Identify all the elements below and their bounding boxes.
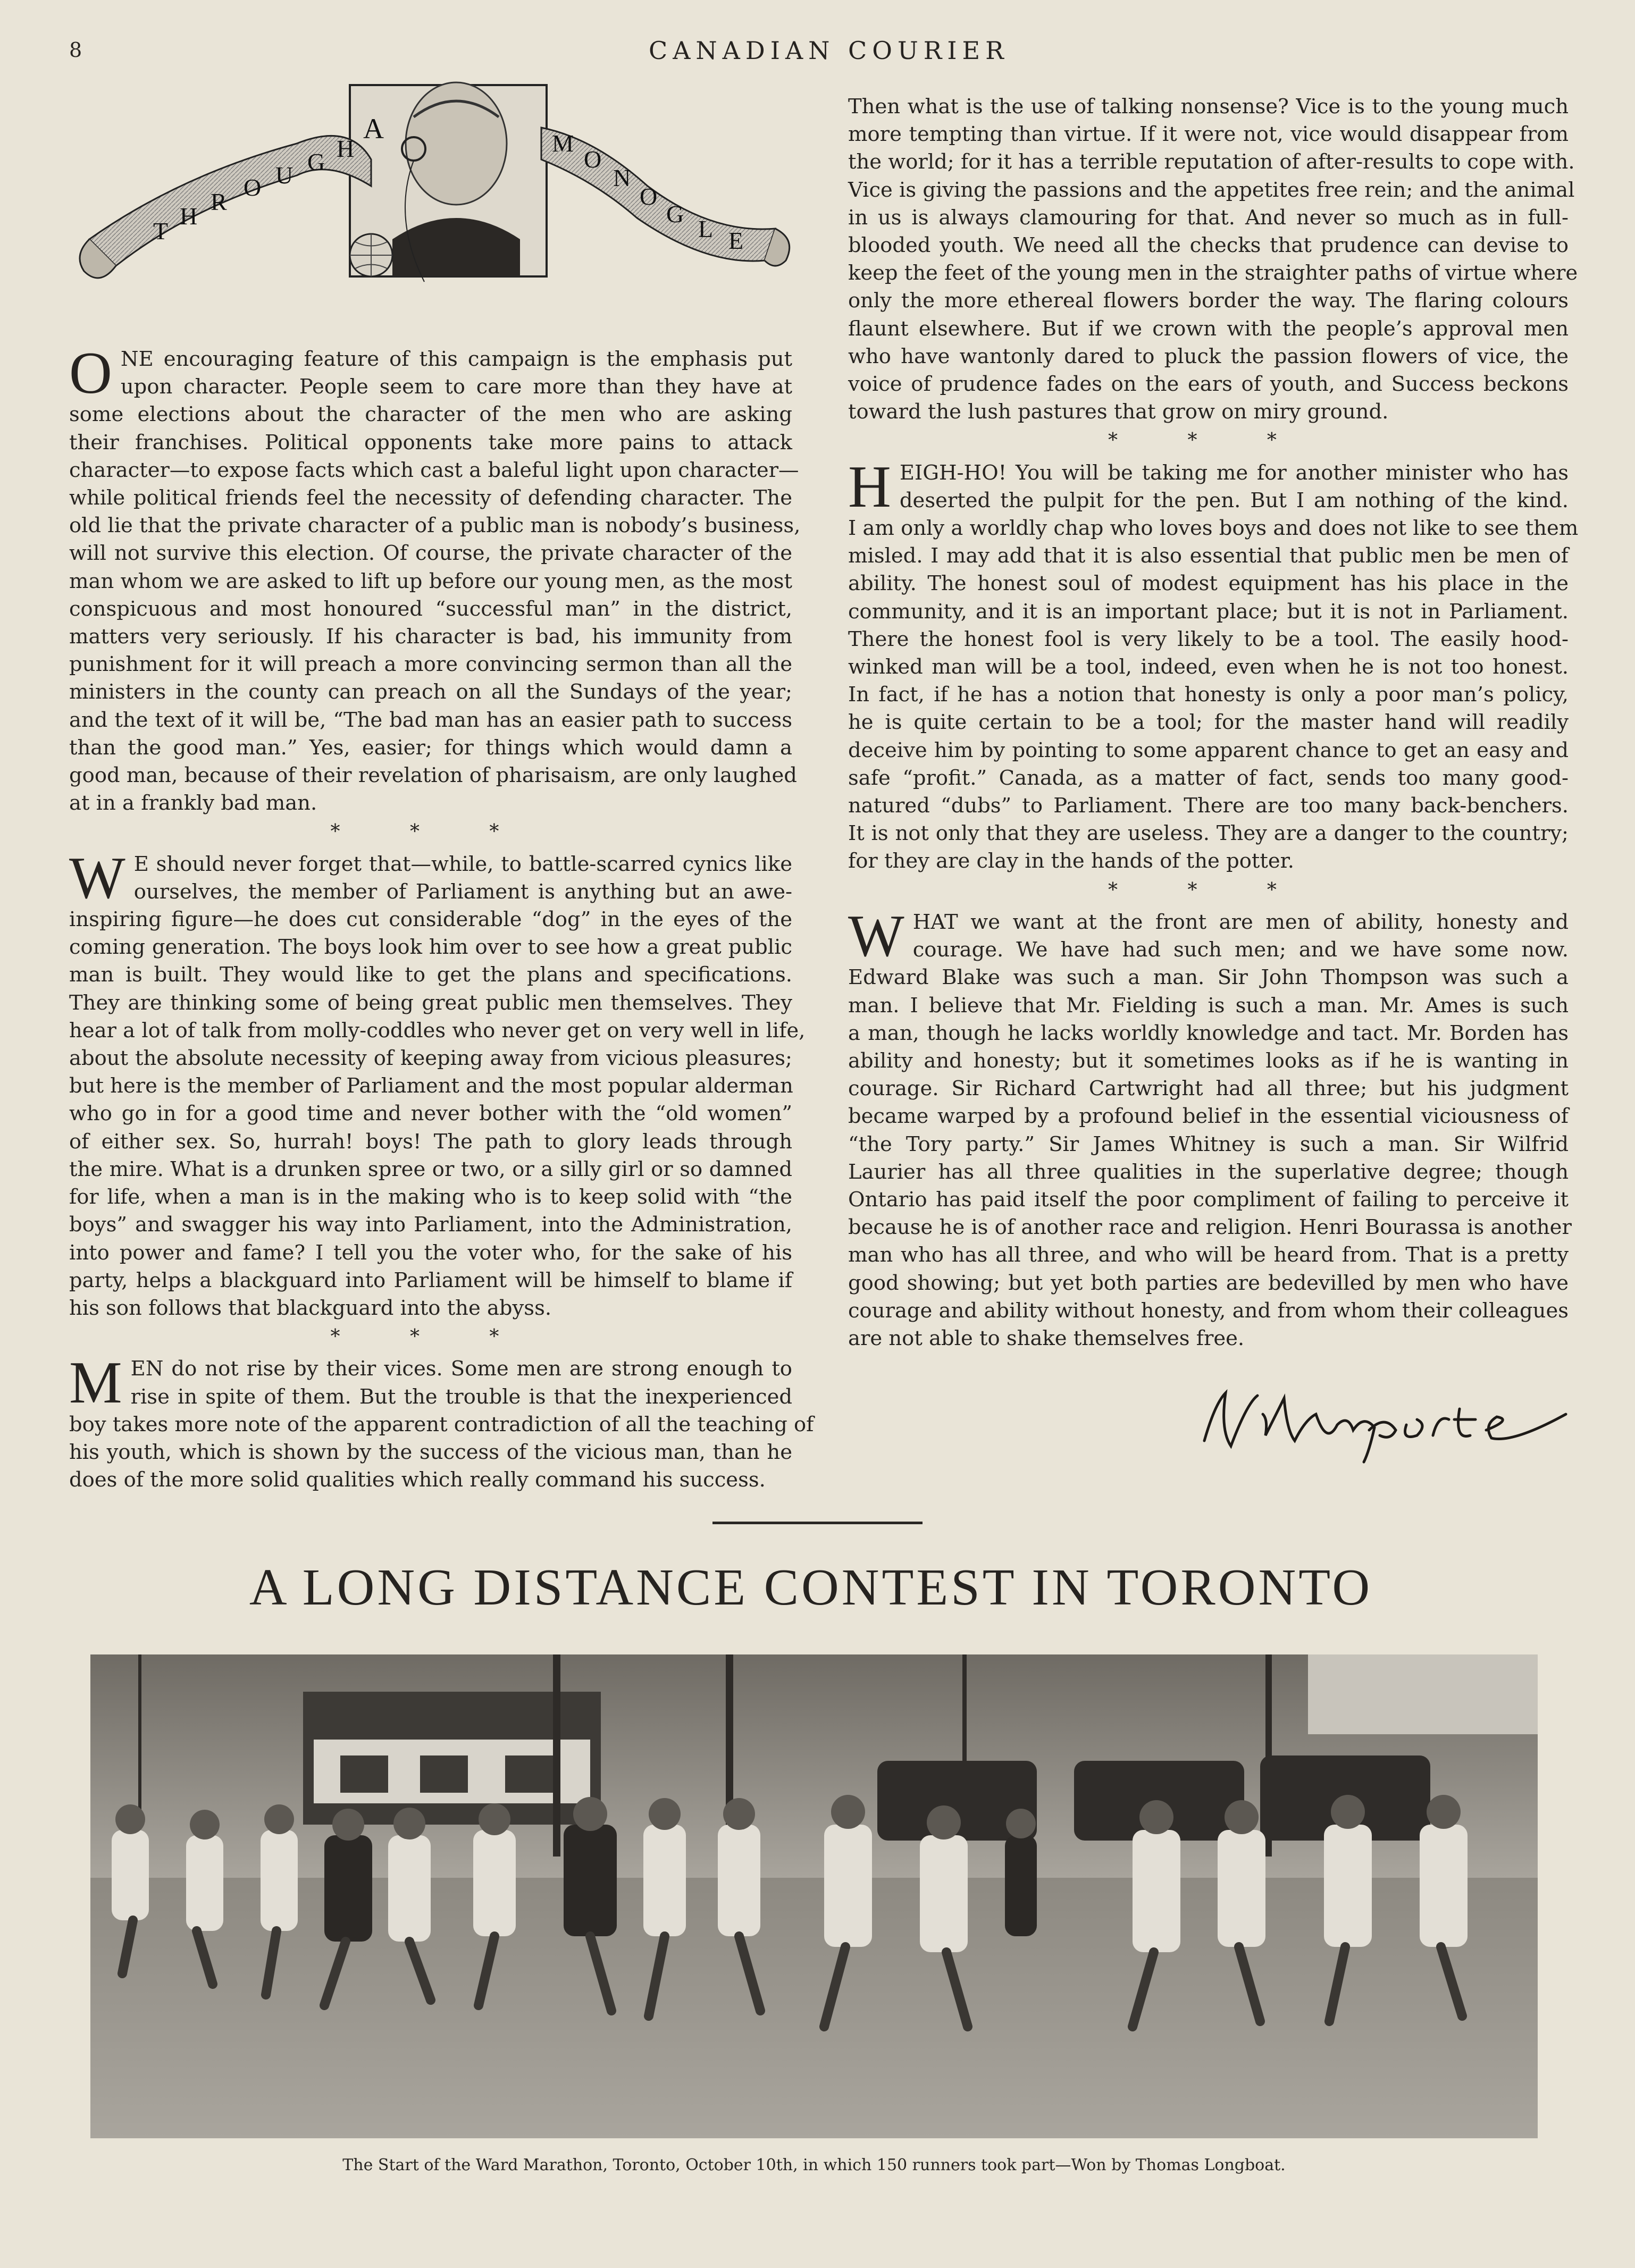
- text-line: Laurier has all three qualities in the superlative degree; though: [848, 1160, 1569, 1184]
- text-line: EIGH-HO! You will be taking me for another minister who has: [899, 460, 1569, 485]
- text-line: blooded youth. We need all the checks that prudence can devise to: [848, 233, 1569, 258]
- text-line: about the absolute necessity of keeping away from vicious pleasures;: [69, 1046, 792, 1071]
- paragraph: [69, 1350, 814, 1494]
- banner-letter: O: [640, 183, 658, 210]
- section-separator: * * *: [1108, 879, 1309, 901]
- text-line: toward the lush pastures that grow on miry ground.: [848, 400, 1389, 424]
- section-separator: * * *: [330, 1326, 531, 1348]
- text-line: at in a frankly bad man.: [69, 791, 317, 816]
- text-line: EN do not rise by their vices. Some men are strong enough to: [130, 1357, 792, 1381]
- text-line: ourselves, the member of Parliament is anything but an awe-: [133, 879, 792, 904]
- text-line: character—to expose facts which cast a baleful light upon character—: [69, 458, 799, 482]
- text-line: their franchises. Political opponents take more pains to attack: [69, 430, 792, 455]
- text-line: flaunt elsewhere. But if we crown with the people’s approval men: [848, 316, 1569, 341]
- text-line: It is not only that they are useless. They are a danger to the country;: [848, 821, 1569, 846]
- text-line: keep the feet of the young men in the straighter paths of virtue where: [848, 261, 1578, 285]
- text-line: are not able to shake themselves free.: [848, 1326, 1245, 1350]
- banner-letter: M: [552, 130, 574, 157]
- text-line: rise in spite of them. But the trouble is that the inexperienced: [130, 1384, 792, 1409]
- page-number: 8: [69, 38, 82, 62]
- banner-letter: U: [275, 162, 294, 189]
- text-line: became warped by a profound belief in the essential viciousness of: [848, 1104, 1569, 1129]
- headline: A LONG DISTANCE CONTEST IN TORONTO: [249, 1559, 1373, 1616]
- banner-letter: H: [180, 203, 198, 230]
- banner-letter: G: [666, 200, 684, 228]
- photo-caption: The Start of the Ward Marathon, Toronto, October 10th, in which 150 runners took part—Won by Thomas Longboat.: [342, 2156, 1286, 2174]
- text-line: ministers in the county can preach on all the Sundays of the year;: [69, 680, 792, 704]
- left-column: [69, 340, 814, 1494]
- text-line: who go in for a good time and never bother with the “old women”: [69, 1102, 792, 1126]
- text-line: community, and it is an important place; but it is not in Parliament.: [848, 599, 1569, 624]
- text-line: his son follows that blackguard into the abyss.: [69, 1296, 552, 1320]
- text-line: hear a lot of talk from molly-coddles who never get on very well in life,: [69, 1018, 806, 1043]
- text-line: only the more ethereal flowers border the way. The flaring colours: [848, 289, 1569, 313]
- text-line: deceive him by pointing to some apparent chance to get an easy and: [848, 738, 1569, 762]
- text-line: the world; for it has a terrible reputation of after-results to cope with.: [848, 150, 1575, 174]
- text-line: than the good man.” Yes, easier; for things which would damn a: [69, 735, 792, 760]
- text-line: does of the more solid qualities which really command his success.: [69, 1468, 766, 1492]
- text-line: deserted the pulpit for the pen. But I am nothing of the kind.: [899, 488, 1569, 513]
- paragraph: [848, 903, 1572, 1353]
- text-line: of either sex. So, hurrah! boys! The path to glory leads through: [69, 1129, 792, 1154]
- right-column: [848, 93, 1579, 1353]
- section-separator: * * *: [1108, 430, 1309, 452]
- signature: [1194, 1382, 1577, 1467]
- text-line: natured “dubs” to Parliament. There are too many back-benchers.: [848, 794, 1569, 818]
- text-line: They are thinking some of being great public men themselves. They: [69, 990, 792, 1015]
- text-line: There the honest fool is very likely to be a tool. The easily hood-: [848, 627, 1569, 651]
- text-line: Ontario has paid itself the poor compliment of failing to perceive it: [848, 1187, 1569, 1212]
- banner-letter: O: [244, 174, 262, 201]
- drop-cap: H: [848, 453, 891, 520]
- paragraph: [69, 340, 801, 817]
- paragraph: [848, 453, 1579, 876]
- text-line: courage. We have had such men; and we have some now.: [912, 938, 1569, 962]
- text-line: will not survive this election. Of course, the private character of the: [69, 541, 792, 566]
- text-line: Edward Blake was such a man. Sir John Thompson was such a: [848, 965, 1569, 990]
- text-line: his youth, which is shown by the success of the vicious man, than he: [69, 1440, 792, 1464]
- text-line: upon character. People seem to care more than they have at: [120, 375, 792, 399]
- text-line: but here is the member of Parliament and the most popular alderman: [69, 1074, 793, 1098]
- banner-letter: R: [211, 188, 227, 215]
- text-line: man who has all three, and who will be heard from. That is a pretty: [848, 1243, 1569, 1267]
- banner-letter: H: [337, 135, 355, 162]
- text-line: because he is of another race and religion. Henri Bourassa is another: [848, 1215, 1572, 1240]
- text-line: Vice is giving the passions and the appetites free rein; and the animal: [848, 178, 1575, 202]
- text-line: a man, though he lacks worldly knowledge and tact. Mr. Borden has: [848, 1021, 1569, 1045]
- text-line: man is built. They would like to get the plans and specifications.: [69, 963, 792, 987]
- text-line: Then what is the use of talking nonsense? Vice is to the young much: [848, 95, 1569, 119]
- text-line: man whom we are asked to lift up before our young men, as the most: [69, 569, 792, 593]
- drop-cap: O: [69, 340, 112, 406]
- banner-letter: E: [728, 227, 744, 254]
- text-line: E should never forget that—while, to battle-scarred cynics like: [133, 852, 792, 876]
- text-line: I am only a worldly chap who loves boys and does not like to see them: [848, 516, 1579, 541]
- banner-letter: G: [307, 148, 325, 175]
- text-line: coming generation. The boys look him over to see how a great public: [69, 935, 792, 960]
- drop-cap: W: [848, 903, 904, 969]
- text-line: winked man will be a tool, indeed, even when he is not too honest.: [848, 655, 1569, 679]
- text-line: party, helps a blackguard into Parliament will be himself to blame if: [69, 1268, 792, 1292]
- text-line: NE encouraging feature of this campaign is the emphasis put: [120, 347, 792, 371]
- text-line: boy takes more note of the apparent contradiction of all the teaching of: [69, 1412, 814, 1437]
- divider-rule: [712, 1522, 923, 1524]
- text-line: who have wantonly dared to pluck the passion flowers of vice, the: [848, 344, 1569, 368]
- text-line: while political friends feel the necessity of defending character. The: [69, 486, 792, 510]
- text-line: good man, because of their revelation of pharisaism, are only laughed: [69, 763, 797, 788]
- text-line: boys” and swagger his way into Parliament, into the Administration,: [69, 1213, 792, 1237]
- drop-cap: W: [69, 845, 125, 911]
- banner-letter: L: [698, 215, 714, 242]
- text-line: “the Tory party.” Sir James Whitney is such a man. Sir Wilfrid: [848, 1132, 1569, 1156]
- text-line: he is quite certain to be a tool; for the master hand will readily: [848, 710, 1569, 735]
- text-line: ability and honesty; but it sometimes looks as if he is wanting in: [848, 1048, 1569, 1073]
- section-separator: * * *: [330, 821, 531, 843]
- marathon-start-photo: [90, 1654, 1538, 2138]
- text-line: good showing; but yet both parties are bedevilled by men who have: [848, 1271, 1569, 1295]
- paragraph: [69, 845, 806, 1322]
- text-line: for life, when a man is in the making who is to keep solid with “the: [69, 1185, 792, 1209]
- text-line: old lie that the private character of a public man is nobody’s business,: [69, 514, 801, 538]
- text-line: courage and ability without honesty, and from whom their colleagues: [848, 1298, 1569, 1323]
- text-line: man. I believe that Mr. Fielding is such a man. Mr. Ames is such: [848, 993, 1569, 1018]
- banner-letter: A: [363, 113, 384, 145]
- text-line: courage. Sir Richard Cartwright had all three; but his judgment: [848, 1077, 1569, 1101]
- text-line: into power and fame? I tell you the voter who, for the sake of his: [69, 1240, 792, 1265]
- text-line: inspiring figure—he does cut considerable “dog” in the eyes of the: [69, 908, 792, 932]
- text-line: more tempting than virtue. If it were not, vice would disappear from: [848, 122, 1569, 147]
- banner-letter: N: [613, 164, 631, 191]
- text-line: in us is always clamouring for that. And never so much as in full-: [848, 205, 1569, 230]
- text-line: some elections about the character of the men who are asking: [69, 402, 792, 427]
- running-head: CANADIAN COURIER: [649, 36, 1009, 65]
- banner-letter: O: [584, 146, 602, 173]
- banner-letter: T: [153, 217, 169, 245]
- text-line: In fact, if he has a notion that honesty is only a poor man’s policy,: [848, 683, 1569, 707]
- ribbon-left: [89, 136, 371, 266]
- text-line: safe “profit.” Canada, as a matter of fact, sends too many good-: [848, 766, 1569, 790]
- text-line: punishment for it will preach a more convincing sermon than all the: [69, 652, 792, 677]
- text-line: voice of prudence fades on the ears of youth, and Success beckons: [848, 372, 1569, 397]
- text-line: conspicuous and most honoured “successful man” in the district,: [69, 597, 792, 621]
- text-line: matters very seriously. If his character is bad, his immunity from: [69, 625, 792, 649]
- paragraph: [848, 93, 1578, 426]
- text-line: the mire. What is a drunken spree or two, or a silly girl or so damned: [69, 1157, 792, 1181]
- text-line: ability. The honest soul of modest equipment has his place in the: [848, 572, 1569, 596]
- drop-cap: M: [69, 1350, 122, 1416]
- through-a-monocle-banner: [73, 80, 796, 314]
- text-line: for they are clay in the hands of the potter.: [848, 849, 1295, 873]
- text-line: and the text of it will be, “The bad man has an easier path to success: [69, 708, 792, 732]
- text-line: HAT we want at the front are men of ability, honesty and: [912, 910, 1569, 934]
- text-line: misled. I may add that it is also essential that public men be men of: [848, 544, 1569, 568]
